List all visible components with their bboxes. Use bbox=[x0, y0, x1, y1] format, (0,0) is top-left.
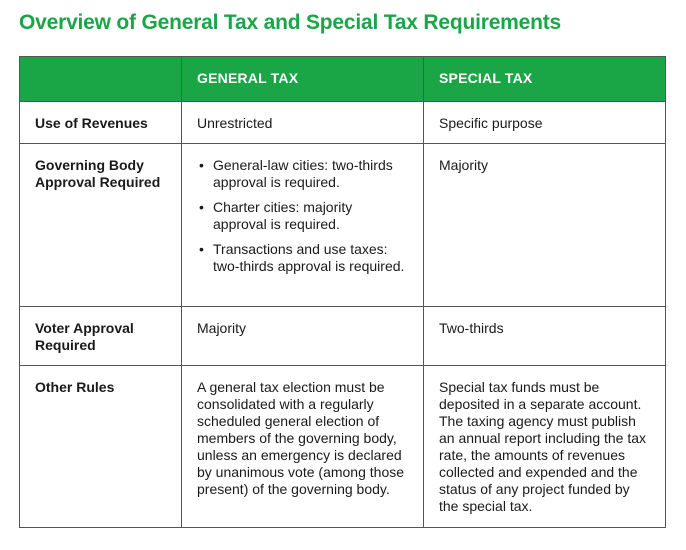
table-row bbox=[20, 144, 666, 307]
cell-special-governing-body-approval: Majority bbox=[424, 144, 666, 307]
cell-general-use-of-revenues: Unrestricted bbox=[182, 102, 424, 144]
cell-special-use-of-revenues: Specific purpose bbox=[424, 102, 666, 144]
cell-general-governing-body-approval bbox=[182, 144, 424, 307]
bullet-list bbox=[197, 157, 408, 275]
tax-requirements-table bbox=[19, 56, 666, 528]
table-row bbox=[20, 102, 666, 144]
bullet-item: • Transactions and use taxes: two-thirds approval is required. bbox=[197, 241, 408, 275]
row-label-other-rules: Other Rules bbox=[20, 366, 182, 528]
table-header bbox=[20, 57, 666, 102]
header-cell-empty bbox=[20, 57, 182, 102]
cell-special-voter-approval: Two-thirds bbox=[424, 307, 666, 366]
table-row bbox=[20, 366, 666, 528]
header-cell-special-tax: SPECIAL TAX bbox=[424, 57, 666, 102]
cell-special-other-rules: Special tax funds must be deposited in a separate account. The taxing agency must publish an annual report including the tax rate, the amounts of revenues collected and expended and the status of any project funded by the special tax. bbox=[424, 366, 666, 528]
row-label-voter-approval: Voter Approval Required bbox=[20, 307, 182, 366]
page-title: Overview of General Tax and Special Tax Requirements bbox=[19, 11, 562, 34]
cell-general-voter-approval: Majority bbox=[182, 307, 424, 366]
cell-general-other-rules: A general tax election must be consolidated with a regularly scheduled general election of members of the governing body, unless an emergency is declared by unanimous vote (among those present) of the governing body. bbox=[182, 366, 424, 528]
table-row bbox=[20, 307, 666, 366]
row-label-use-of-revenues: Use of Revenues bbox=[20, 102, 182, 144]
row-label-governing-body-approval: Governing Body Approval Required bbox=[20, 144, 182, 307]
bullet-item: • Charter cities: majority approval is required. bbox=[197, 199, 408, 233]
header-cell-general-tax: GENERAL TAX bbox=[182, 57, 424, 102]
bullet-item: • General-law cities: two-thirds approval is required. bbox=[197, 157, 408, 191]
